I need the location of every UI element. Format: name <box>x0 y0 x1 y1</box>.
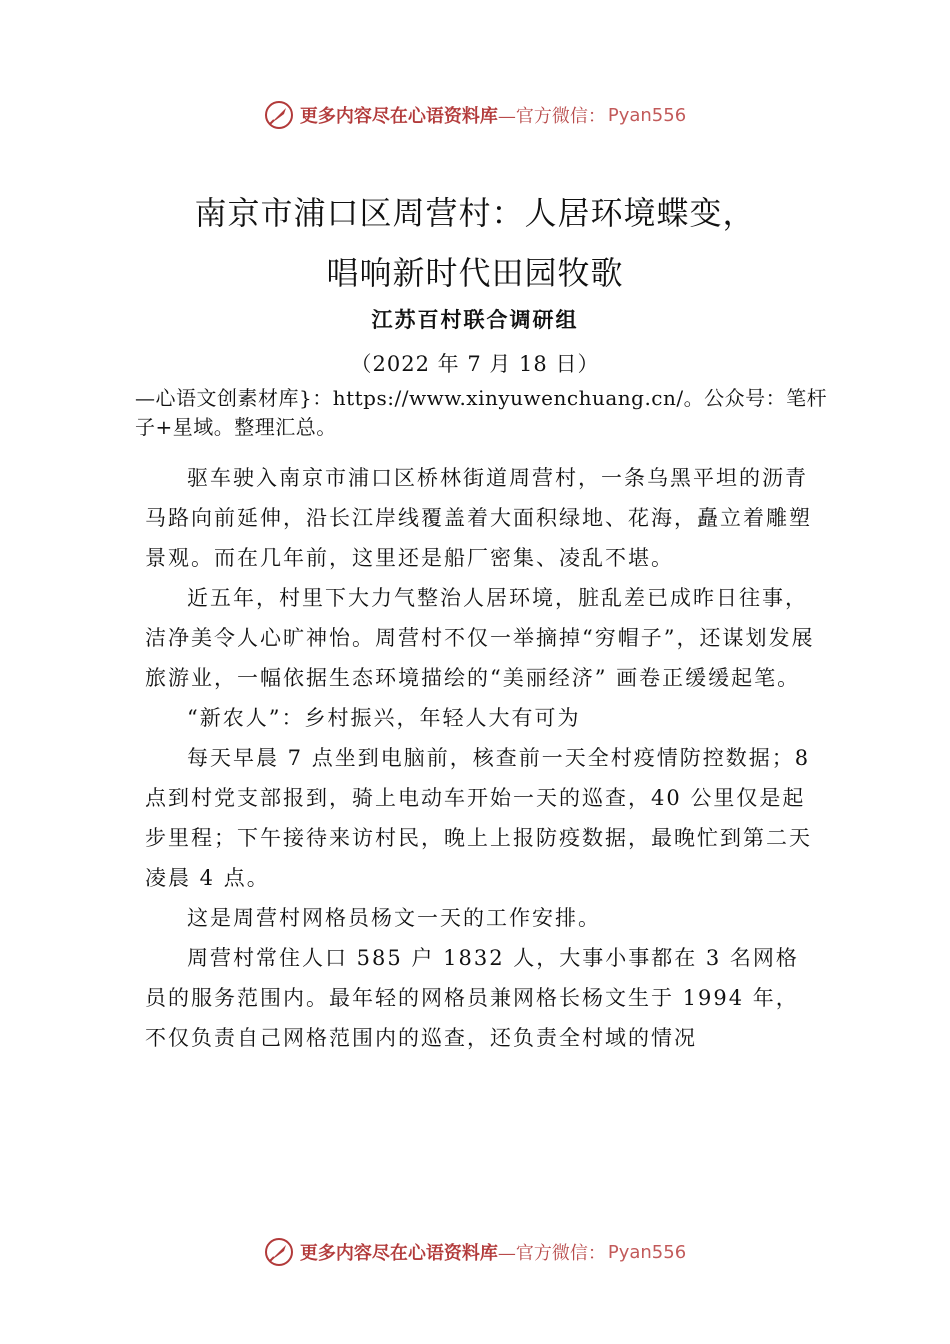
watermark-wechat-id: Pyan556 <box>607 104 687 126</box>
document-body <box>145 458 815 1058</box>
paragraph: 近五年，村里下大力气整治人居环境，脏乱差已成昨日往事，洁净美令人心旷神怡。周营村不仅一举摘掉“穷帽子”，还谋划发展旅游业，一幅依据生态环境描绘的“美丽经济” 画卷正缓缓起笔。 <box>145 586 815 690</box>
quill-logo-icon <box>264 100 294 130</box>
document-author: 江苏百村联合调研组 <box>371 307 579 332</box>
watermark-main-text: 更多内容尽在心语资料库 <box>299 1243 498 1264</box>
watermark-header <box>0 95 950 135</box>
paragraph: 这是周营村网格员杨文一天的工作安排。 <box>187 906 601 930</box>
quill-logo-icon <box>264 1237 294 1267</box>
document-source-note: —心语文创素材库}：https://www.xinyuwenchuang.cn/。公众号：笔杆子+星域。整理汇总。 <box>135 386 828 439</box>
paragraph: 驱车驶入南京市浦口区桥林街道周营村，一条乌黑平坦的沥青马路向前延伸，沿长江岸线覆盖着大面积绿地、花海，矗立着雕塑景观。而在几年前，这里还是船厂密集、凌乱不堪。 <box>145 466 812 570</box>
document-title-line1: 南京市浦口区周营村：人居环境蝶变， <box>194 194 756 232</box>
watermark-main-text: 更多内容尽在心语资料库 <box>299 106 498 127</box>
watermark-sub-text: —官方微信： <box>497 1243 606 1264</box>
paragraph: 周营村常住人口 585 户 1832 人，大事小事都在 3 名网格员的服务范围内。最年轻的网格员兼网格长杨文生于 1994 年，不仅负责自己网格范围内的巡查，还负责全村域的情况 <box>145 946 799 1050</box>
document-title-line2: 唱响新时代田园牧歌 <box>326 254 624 292</box>
watermark-sub-text: —官方微信： <box>497 106 606 127</box>
watermark-footer <box>0 1232 950 1272</box>
watermark-wechat-id: Pyan556 <box>607 1241 687 1263</box>
paragraph: 每天早晨 7 点坐到电脑前，核查前一天全村疫情防控数据；8 点到村党支部报到，骑上电动车开始一天的巡查，40 公里仅是起步里程；下午接待来访村民，晚上上报防疫数据，最晚忙到第二天凌晨 4 点。 <box>145 746 812 890</box>
document-date: （2022 年 7 月 18 日） <box>350 352 600 376</box>
section-subheading: “新农人”：乡村振兴，年轻人大有可为 <box>187 706 581 730</box>
